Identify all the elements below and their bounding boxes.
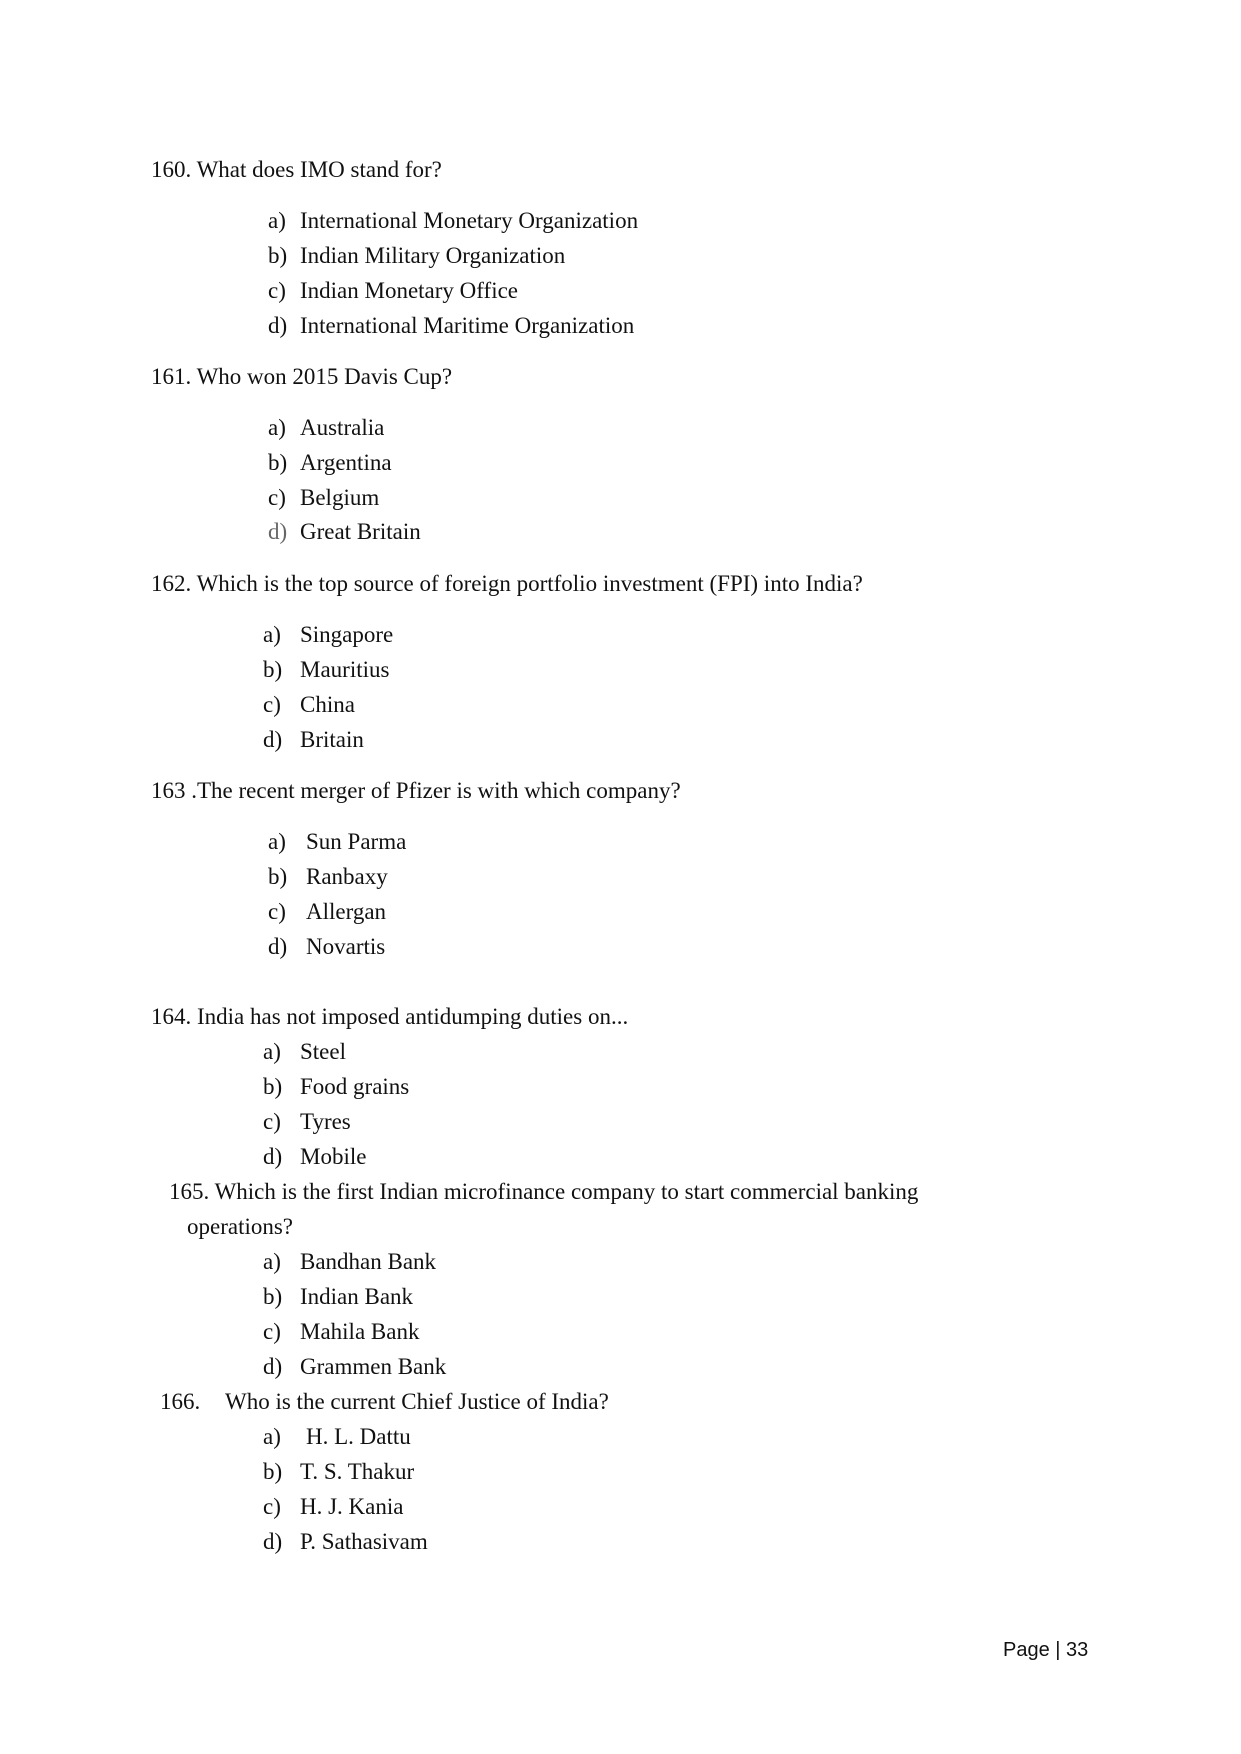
question-text: 165. Which is the first Indian microfinance company to start commercial banking (169, 1179, 919, 1204)
question-text: 164. India has not imposed antidumping duties on... (151, 1004, 629, 1029)
option-165-d: d) Grammen Bank (263, 1354, 447, 1379)
question-160 (151, 156, 442, 184)
option-165-a: a) Bandhan Bank (263, 1249, 437, 1274)
option-161-b: b) Argentina (268, 450, 392, 475)
option-161-a: a) Australia (268, 415, 385, 440)
question-162 (151, 570, 863, 598)
option-165-b: b) Indian Bank (263, 1284, 414, 1309)
option-161-c: c) Belgium (268, 485, 380, 510)
option-166-a: a) H. L. Dattu (263, 1424, 411, 1449)
option-162-c: c) China (263, 692, 355, 717)
option-166-d: d) P. Sathasivam (263, 1529, 428, 1554)
question-164 (151, 1003, 628, 1031)
option-160-d: d) International Maritime Organization (268, 313, 635, 338)
option-162-a: a) Singapore (263, 622, 394, 647)
option-166-c: c) H. J. Kania (263, 1494, 404, 1519)
question-166 (160, 1388, 609, 1416)
option-160-c: c) Indian Monetary Office (268, 278, 518, 303)
option-162-d: d) Britain (263, 727, 364, 752)
question-163 (151, 777, 681, 805)
page-number: Page | 33 (1003, 1639, 1089, 1661)
option-164-c: c) Tyres (263, 1109, 351, 1134)
question-text-line2: operations? (187, 1214, 294, 1239)
question-number: 166. (160, 1389, 201, 1414)
option-163-a: a) Sun Parma (268, 829, 407, 854)
option-162-b: b) Mauritius (263, 657, 390, 682)
option-160-a: a) International Monetary Organization (268, 208, 639, 233)
option-163-c: c) Allergan (268, 899, 387, 924)
option-164-a: a) Steel (263, 1039, 346, 1064)
option-163-b: b) Ranbaxy (268, 864, 388, 889)
question-165 (169, 1178, 918, 1206)
question-161 (151, 363, 452, 391)
option-161-d: d) Great Britain (268, 519, 421, 544)
question-165-continuation (187, 1213, 293, 1241)
option-166-b: b) T. S. Thakur (263, 1459, 415, 1484)
option-164-b: b) Food grains (263, 1074, 410, 1099)
option-160-b: b) Indian Military Organization (268, 243, 566, 268)
option-165-c: c) Mahila Bank (263, 1319, 420, 1344)
question-text: Who is the current Chief Justice of India? (225, 1389, 609, 1414)
option-164-d: d) Mobile (263, 1144, 367, 1169)
question-text: 160. What does IMO stand for? (151, 157, 442, 182)
option-163-d: d) Novartis (268, 934, 386, 959)
question-text: 162. Which is the top source of foreign portfolio investment (FPI) into India? (151, 571, 863, 596)
question-text: 161. Who won 2015 Davis Cup? (151, 364, 453, 389)
question-text: 163 .The recent merger of Pfizer is with which company? (151, 778, 681, 803)
